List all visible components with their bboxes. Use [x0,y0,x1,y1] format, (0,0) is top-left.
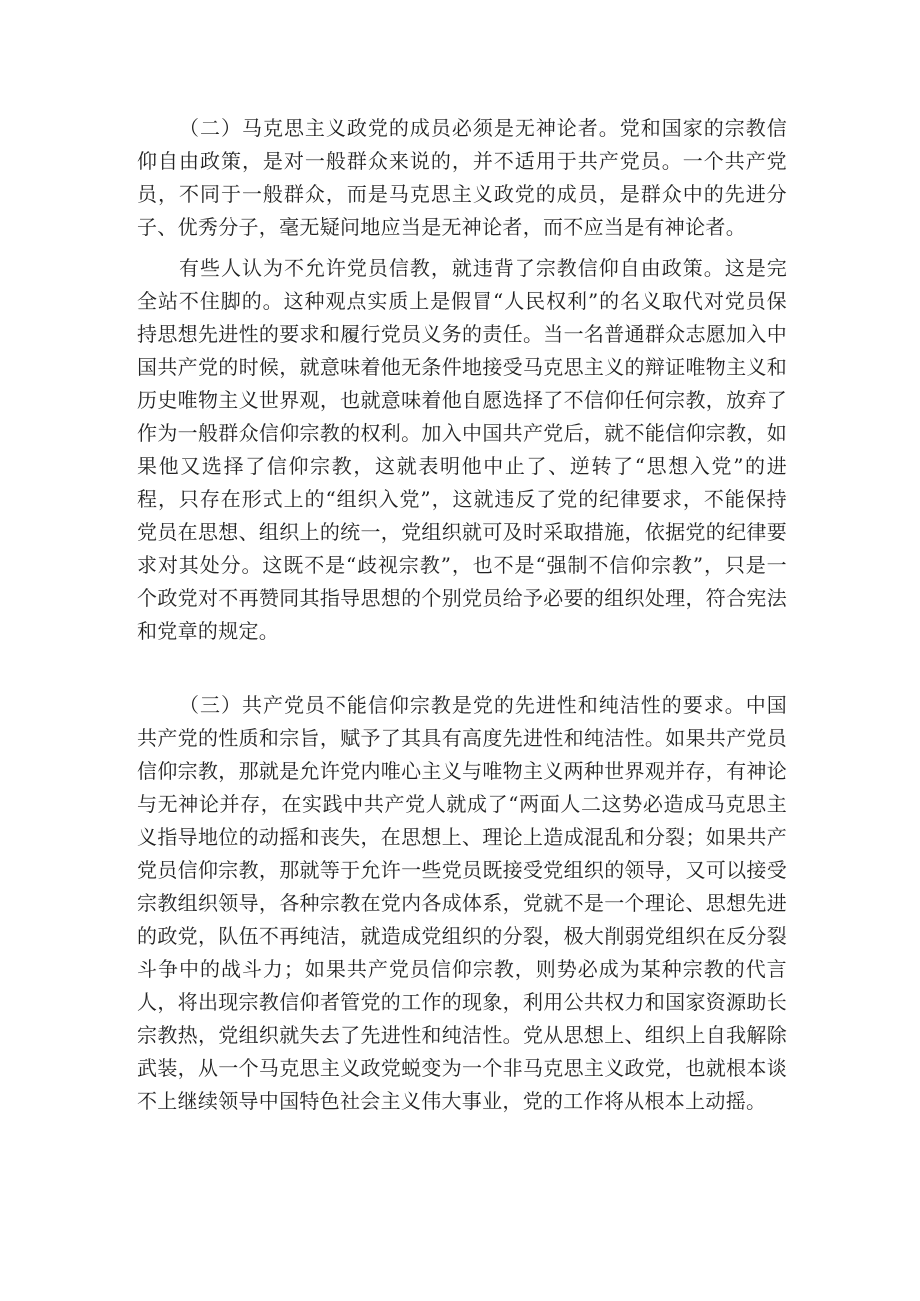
paragraph-atheist-members: （二）马克思主义政党的成员必须是无神论者。党和国家的宗教信仰自由政策，是对一般群众来说的，并不适用于共产党员。一个共产党员，不同于一般群众，而是马克思主义政党的成员，是群众中的先进分子、优秀分子，毫无疑问地应当是无神论者，而不应当是有神论者。 [137,116,787,239]
paragraph-advanced-nature-purity: （三）共产党员不能信仰宗教是党的先进性和纯洁性的要求。中国共产党的性质和宗旨，赋予了其具有高度先进性和纯洁性。如果共产党员信仰宗教，那就是允许党内唯心主义与唯物主义两种世界观并存，有神论与无神论并存，在实践中共产党人就成了“两面人二这势必造成马克思主义指导地位的动摇和丧失，在思想上、理论上造成混乱和分裂；如果共产党员信仰宗教，那就等于允许一些党员既接受党组织的领导，又可以接受宗教组织领导，各种宗教在党内各成体系，党就不是一个理论、思想先进的政党，队伍不再纯洁，就造成党组织的分裂，极大削弱党组织在反分裂斗争中的战斗力；如果共产党员信仰宗教，则势必成为某种宗教的代言人，将出现宗教信仰者管党的工作的现象，利用公共权力和国家资源助长宗教热，党组织就失去了先进性和纯洁性。党从思想上、组织上自我解除武装，从一个马克思主义政党蜕变为一个非马克思主义政党，也就根本谈不上继续领导中国特色社会主义伟大事业，党的工作将从根本上动摇。 [137,693,787,1113]
paragraph-religious-freedom-policy: 有些人认为不允许党员信教，就违背了宗教信仰自由政策。这是完全站不住脚的。这种观点实质上是假冒“人民权利”的名义取代对党员保持思想先进性的要求和履行党员义务的责任。当一名普通群众志愿加入中国共产党的时候，就意味着他无条件地接受马克思主义的辩证唯物主义和历史唯物主义世界观，也就意味着他自愿选择了不信仰任何宗教，放弃了作为一般群众信仰宗教的权利。加入中国共产党后，就不能信仰宗教，如果他又选择了信仰宗教，这就表明他中止了、逆转了“思想入党”的进程，只存在形式上的“组织入党”，这就违反了党的纪律要求，不能保持党员在思想、组织上的统一，党组织就可及时采取措施，依据党的纪律要求对其处分。这既不是“歧视宗教”，也不是“强制不信仰宗教”，只是一个政党对不再赞同其指导思想的个别党员给予必要的组织处理，符合宪法和党章的规定。 [137,256,787,643]
